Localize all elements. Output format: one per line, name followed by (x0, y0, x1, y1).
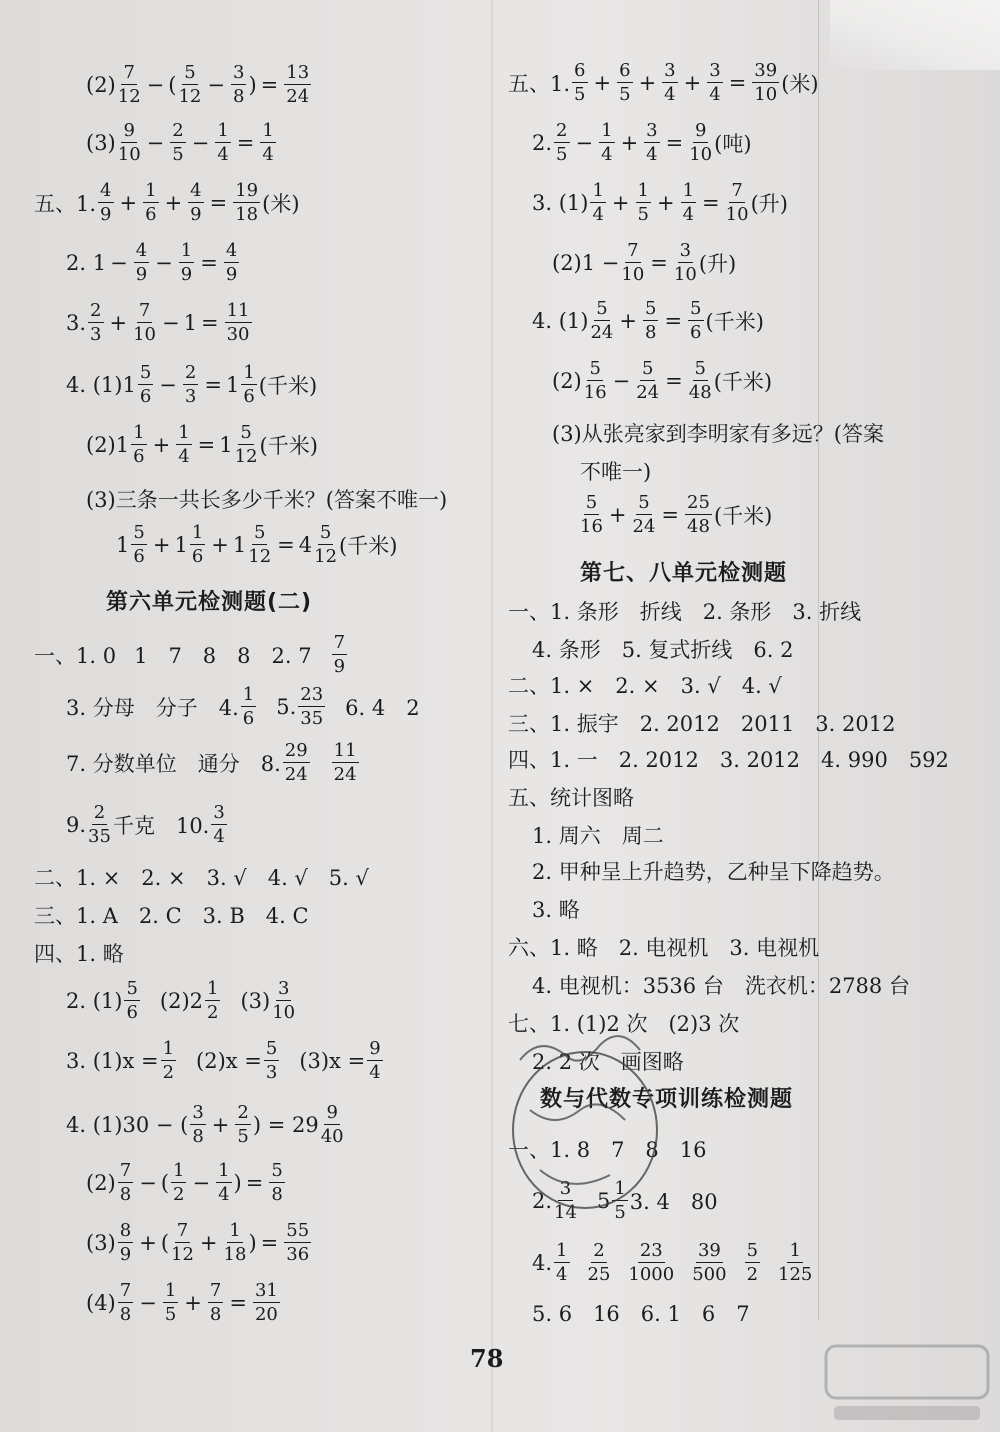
page-fold (491, 0, 493, 1432)
fraction: 3 14 (554, 1178, 577, 1223)
fraction: 5 2 (746, 1240, 759, 1285)
fraction: 9 40 (320, 1102, 344, 1147)
section-heading: 第六单元检测题(二) (106, 590, 313, 615)
fraction: 3 4 (213, 802, 225, 847)
answer-line: 3. 2 3 + $\frac{7}{10}$ − 1 = $\frac{11}{30}$ (66, 300, 250, 345)
fraction: $\frac{9}{10}$ (689, 120, 713, 165)
fraction: 3 8 (192, 1102, 204, 1147)
fraction: $\frac{4}{9}$ (225, 240, 238, 285)
answer-line: 2. 2 5 − $\frac{1}{4}$ + $\frac{3}{4}$ = $\frac{9}{10}$ (吨) (532, 120, 752, 165)
fraction: 7 8 (119, 1280, 132, 1325)
answer-line: 1. 周六 周二 (532, 824, 664, 848)
answer-line: 五、统计图略 (508, 786, 634, 810)
fraction: 7 9 (333, 632, 346, 677)
answer-line: 2. 甲种呈上升趋势，乙种呈下降趋势。 (532, 860, 895, 884)
fraction: $\frac{1}{4}$ (217, 120, 229, 165)
fraction: $\frac{2}{3}$ (184, 362, 197, 407)
fraction: $\frac{7}{10}$ (621, 240, 645, 285)
fraction: $\frac{1}{18}$ (223, 1220, 247, 1265)
fraction: $\frac{1}{5}$ (637, 180, 649, 225)
answer-line: 二、1. × 2. × 3. √ 4. √ 5. √ (34, 866, 369, 890)
fraction: 1 4 (592, 180, 604, 225)
fraction: 7 12 (171, 1220, 194, 1265)
fraction: $\frac{39}{10}$ (754, 60, 778, 105)
answer-line: 4. (1)30 − ( 3 8 + $\frac{2}{5}$ ) = 29 9 40 (66, 1102, 344, 1147)
watermark-logo (822, 1340, 992, 1428)
answer-line: 3. 分母 分子 4. 1 6 5. 23 35 6. 4 2 (66, 684, 420, 729)
answer-line: 三、1. 振宇 2. 2012 2011 3. 2012 (508, 712, 896, 736)
answer-line: 7. 分数单位 通分 8. 29 24 11 24 (66, 740, 357, 785)
fraction: 1 5 (614, 1178, 626, 1223)
answer-line: 六、1. 略 2. 电视机 3. 电视机 (508, 936, 820, 960)
answer-line: 3. 略 (532, 898, 580, 922)
answer-line: 五、1. 4 9 + $\frac{1}{6}$ + $\frac{4}{9}$ = $\frac{19}{18}$ (米) (34, 180, 300, 225)
fraction: 6 5 (574, 60, 586, 105)
fraction: $\frac{3}{4}$ (646, 120, 658, 165)
fraction: $\frac{1}{4}$ (262, 120, 274, 165)
answer-line: (2) 7 8 − ( 1 2 − $\frac{1}{4}$ ) = $\frac{5}{8}$ (86, 1160, 283, 1205)
answer-line: 七、1. (1)2 次 (2)3 次 (508, 1012, 740, 1036)
fraction: 2 25 (587, 1240, 611, 1285)
fraction: 1 4 (556, 1240, 568, 1285)
fraction: 2 35 (88, 802, 111, 847)
fraction: $\frac{25}{48}$ (687, 492, 710, 537)
section-heading: 第七、八单元检测题 (580, 561, 788, 586)
answer-line: 四、1. 略 (34, 942, 124, 966)
answer-line: 五、1. 6 5 + $\frac{6}{5}$ + $\frac{3}{4}$ + $\frac{3}{4}$ = $\frac{39}{10}$ (米) (508, 60, 819, 105)
fraction: 4 9 (100, 180, 112, 225)
fraction: $\frac{3}{4}$ (664, 60, 676, 105)
answer-line: 四、1. 一 2. 2012 3. 2012 4. 990 592 (508, 748, 949, 772)
fraction: $\frac{1}{4}$ (682, 180, 695, 225)
fraction: $\frac{11}{30}$ (226, 300, 250, 345)
answer-line: 2. 3 14 5 1 5 3. 4 80 (532, 1178, 718, 1223)
fraction: 7 12 (117, 62, 141, 107)
answer-line: 一、1. 0 1 7 8 8 2. 7 7 9 (34, 632, 346, 677)
fraction: 5 16 (580, 492, 603, 537)
fraction: $\frac{55}{36}$ (286, 1220, 310, 1265)
answer-line: 5. 6 16 6. 1 6 7 (532, 1302, 750, 1326)
fraction: $\frac{1}{2}$ (162, 1038, 175, 1083)
answer-line: (3)从张亮家到李明家有多远？(答案 (552, 422, 884, 446)
fraction: $\frac{7}{8}$ (209, 1280, 222, 1325)
fraction: 11 24 (333, 740, 357, 785)
fraction: $\frac{5}{6}$ (690, 298, 702, 343)
answer-line: 4. (1) 1 5 6 − $\frac{2}{3}$ = 1 1 6 (千米) (66, 362, 318, 407)
fraction: $\frac{31}{20}$ (254, 1280, 278, 1325)
answer-line: 4. 1 4 2 25 23 1000 39 500 5 2 1 125 (532, 1240, 813, 1285)
answer-line: 2. 1 − $\frac{4}{9}$ − $\frac{1}{9}$ = $\frac{4}{9}$ (66, 240, 238, 285)
fraction: 5 6 (126, 978, 138, 1023)
fraction: $\frac{5}{8}$ (644, 298, 657, 343)
margin-line (818, 0, 819, 1320)
fraction: $\frac{3}{8}$ (232, 62, 245, 107)
answer-line: 4. (1) 5 24 + $\frac{5}{8}$ = $\frac{5}{6}$ (千米) (532, 298, 764, 343)
fraction: 5 12 (178, 62, 202, 107)
fraction: 1 6 (133, 422, 145, 467)
answer-line: 3. (1) 1 4 + $\frac{1}{5}$ + $\frac{1}{4}$ = $\frac{7}{10}$ (升) (532, 180, 788, 225)
fraction: 5 6 (133, 522, 145, 567)
answer-line: 4. 电视机：3536 台 洗衣机：2788 台 (532, 974, 910, 998)
fraction: 23 35 (300, 684, 324, 729)
fraction: $\frac{5}{24}$ (632, 492, 656, 537)
fraction: 5 12 (234, 422, 258, 467)
answer-line: 5 16 + $\frac{5}{24}$ = $\frac{25}{48}$ (千米) (580, 492, 773, 537)
fraction: $\frac{13}{24}$ (286, 62, 310, 107)
fraction: 1 125 (778, 1240, 813, 1285)
answer-line: 二、1. × 2. × 3. √ 4. √ (508, 674, 782, 698)
answer-line: 三、1. A 2. C 3. B 4. C (34, 904, 309, 928)
fraction: $\frac{4}{9}$ (190, 180, 202, 225)
fraction: 1 6 (242, 684, 255, 729)
fraction: $\frac{4}{9}$ (135, 240, 148, 285)
fraction: $\frac{1}{5}$ (164, 1280, 177, 1325)
fraction: 5 16 (583, 358, 607, 403)
answer-line: 不唯一) (580, 460, 652, 484)
fraction: $\frac{3}{10}$ (673, 240, 697, 285)
fraction: $\frac{5}{8}$ (271, 1160, 283, 1205)
page-corner-highlight (830, 0, 1000, 70)
answer-line: 9. 2 35 千克 10. 3 4 (66, 802, 225, 847)
fraction: 8 9 (119, 1220, 132, 1265)
section-heading: 数与代数专项训练检测题 (540, 1087, 794, 1112)
fraction: 1 6 (191, 522, 204, 567)
fraction: $\frac{3}{4}$ (709, 60, 721, 105)
fraction: 3 10 (272, 978, 296, 1023)
fraction: $\frac{5}{3}$ (265, 1038, 278, 1083)
fraction: 1 2 (207, 978, 219, 1023)
answer-line: (3) 8 9 + ( 7 12 + $\frac{1}{18}$ ) = $\frac{55}{36}$ (86, 1220, 310, 1265)
fraction: 29 24 (284, 740, 308, 785)
fraction: $\frac{5}{12}$ (248, 522, 272, 567)
fraction: 39 500 (692, 1240, 727, 1285)
fraction: 5 6 (139, 362, 152, 407)
fraction: 2 3 (90, 300, 102, 345)
fraction: 2 5 (556, 120, 568, 165)
answer-line: (2)1 − $\frac{7}{10}$ = $\frac{3}{10}$ (升) (552, 240, 737, 285)
fraction: 5 12 (314, 522, 338, 567)
answer-line: 3. (1)x = $\frac{1}{2}$ (2)x = $\frac{5}{3}$ (3)x = $\frac{9}{4}$ (66, 1038, 381, 1083)
fraction: $\frac{7}{10}$ (725, 180, 749, 225)
answer-line: (2) 7 12 − ( 5 12 − $\frac{3}{8}$ ) = $\frac{13}{24}$ (86, 62, 310, 107)
fraction: 7 8 (119, 1160, 132, 1205)
answer-line: (3) 9 10 − $\frac{2}{5}$ − $\frac{1}{4}$ = $\frac{1}{4}$ (86, 120, 274, 165)
answer-line: 一、1. 8 7 8 16 (508, 1138, 707, 1162)
page-number: 78 (470, 1344, 504, 1373)
fraction: $\frac{1}{4}$ (601, 120, 613, 165)
fraction: $\frac{1}{4}$ (218, 1160, 230, 1205)
fraction: $\frac{5}{24}$ (636, 358, 660, 403)
answer-line: 4. 条形 5. 复式折线 6. 2 (532, 638, 794, 662)
answer-line: 2. (1) 5 6 (2)2 1 2 (3) 3 10 (66, 978, 296, 1023)
fraction: $\frac{6}{5}$ (619, 60, 631, 105)
handwritten-stamp (500, 1020, 670, 1230)
answer-line: (3)三条一共长多少千米？(答案不唯一) (86, 488, 448, 512)
fraction: $\frac{5}{48}$ (688, 358, 712, 403)
answer-line: 一、1. 条形 折线 2. 条形 3. 折线 (508, 600, 862, 624)
fraction: 23 1000 (628, 1240, 675, 1285)
fraction: 5 24 (590, 298, 614, 343)
answer-line: 2. 2 次 画图略 (532, 1050, 684, 1074)
fraction: 1 2 (173, 1160, 185, 1205)
fraction: $\frac{1}{6}$ (145, 180, 157, 225)
fraction: $\frac{9}{4}$ (369, 1038, 381, 1083)
fraction: 1 6 (243, 362, 255, 407)
fraction: $\frac{2}{5}$ (237, 1102, 249, 1147)
answer-line: 1 5 6 + 1 1 6 + 1 $\frac{5}{12}$ = 4 5 12 (千米) (116, 522, 398, 567)
fraction: 9 10 (117, 120, 141, 165)
answer-line: (2) 5 16 − $\frac{5}{24}$ = $\frac{5}{48}$ (千米) (552, 358, 773, 403)
fraction: $\frac{2}{5}$ (172, 120, 184, 165)
fraction: $\frac{1}{4}$ (178, 422, 190, 467)
answer-line: (2) 1 1 6 + $\frac{1}{4}$ = 1 5 12 (千米) (86, 422, 318, 467)
fraction: $\frac{1}{9}$ (180, 240, 193, 285)
answer-line: (4) 7 8 − $\frac{1}{5}$ + $\frac{7}{8}$ = $\frac{31}{20}$ (86, 1280, 278, 1325)
fraction: $\frac{7}{10}$ (133, 300, 157, 345)
fraction: $\frac{19}{18}$ (235, 180, 259, 225)
